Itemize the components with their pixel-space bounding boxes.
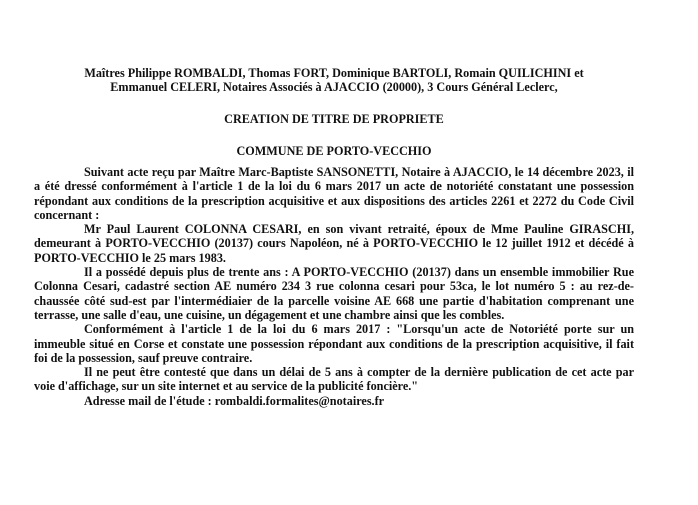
notice-title: CREATION DE TITRE DE PROPRIETE — [224, 112, 444, 126]
paragraph-email: Adresse mail de l'étude : rombaldi.formalites@notaires.fr — [84, 393, 385, 408]
commune-title: COMMUNE DE PORTO-VECCHIO — [236, 144, 432, 158]
notice-body — [34, 165, 634, 408]
paragraph-deed: Suivant acte reçu par Maître Marc-Baptiste SANSONETTI, Notaire à AJACCIO, le 14 décembre 2023, il a été dressé conformément à l'article 1 de la loi du 6 mars 2017 un acte de notoriété constatant une possession répondant aux conditions de la prescription acquisitive et aux dispositions des articles 2261 et 2272 du Code Civil concernant : — [34, 165, 634, 222]
legal-notice — [34, 66, 634, 408]
notaries-header-line-1: Maîtres Philippe ROMBALDI, Thomas FORT, Dominique BARTOLI, Romain QUILICHINI et — [84, 66, 584, 80]
paragraph-law: Conformément à l'article 1 de la loi du 6 mars 2017 : "Lorsqu'un acte de Notoriété porte sur un immeuble situé en Corse et constate une possession répondant aux conditions de la prescription acquisitive, il fait foi de la possession, sauf preuve contraire. — [34, 322, 634, 365]
paragraph-person: Mr Paul Laurent COLONNA CESARI, en son vivant retraité, époux de Mme Pauline GIRASCHI, demeurant à PORTO-VECCHIO (20137) cours Napoléon, né à PORTO-VECCHIO le 12 juillet 1912 et décédé à PORTO-VECCHIO le 25 mars 1983. — [34, 222, 634, 265]
notaries-header-line-2: Emmanuel CELERI, Notaires Associés à AJACCIO (20000), 3 Cours Général Leclerc, — [110, 80, 558, 95]
paragraph-property: Il a possédé depuis plus de trente ans : A PORTO-VECCHIO (20137) dans un ensemble immobilier Rue Colonna Cesari, cadastré section AE numéro 234 3 rue colonna cesari pour 53ca, le lot numéro 5 : au rez-de-chaussée côté sud-est par l'intermédiaier de la parcelle voisine AE 668 une partie d'habitation comprenant une terrasse, une salle d'eau, une cuisine, un dégagement et une chambre ainsi que les combles. — [34, 265, 634, 322]
paragraph-contest-period: Il ne peut être contesté que dans un délai de 5 ans à compter de la dernière publication de cet acte par voie d'affichage, sur un site internet et au service de la publicité foncière." — [34, 365, 634, 394]
